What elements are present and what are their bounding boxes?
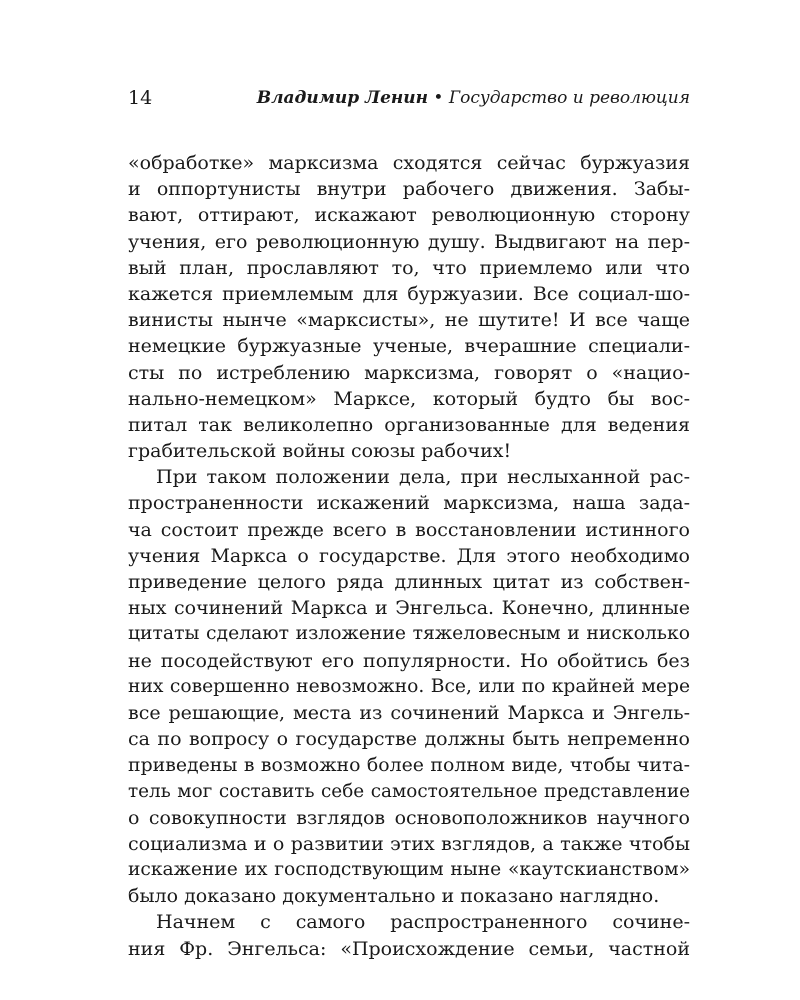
running-head: [257, 84, 690, 112]
text-line: было доказано документально и показано наглядно.: [128, 885, 660, 908]
text-line: винисты нынче «марксисты», не шутите! И все чаще: [128, 309, 690, 332]
text-line: и оппортунисты внутри рабочего движения. Забы-: [128, 178, 690, 201]
page-number: 14: [128, 87, 153, 109]
text-line: вый план, прославляют то, что приемлемо или что: [128, 256, 690, 279]
book-title: Государство и революция: [448, 88, 690, 108]
text-line: кажется приемлемым для буржуазии. Все социал-шо-: [128, 282, 690, 305]
text-line: питал так великолепно организованные для ведения: [128, 413, 690, 436]
text-line: приведены в возможно более полном виде, чтобы чита-: [128, 754, 690, 777]
text-line: сты по истреблению марксизма, говорят о «нацио-: [128, 361, 690, 384]
text-line: социализма и о развитии этих взглядов, а также чтобы: [128, 832, 690, 855]
text-line: ча состоит прежде всего в восстановлении истинного: [128, 518, 690, 541]
text-line: все решающие, места из сочинений Маркса и Энгель-: [128, 701, 690, 724]
text-line: пространенности искажений марксизма, наша зада-: [128, 492, 690, 515]
text-line: ния Фр. Энгельса: «Происхождение семьи, частной: [128, 937, 690, 960]
body-text: [128, 150, 690, 962]
text-line: грабительской войны союзы рабочих!: [128, 440, 512, 463]
text-line: учения Маркса о государстве. Для этого необходимо: [128, 544, 690, 567]
text-line: нально-немецком» Марксе, который будто бы вос-: [128, 387, 690, 410]
text-line: учения, его революционную душу. Выдвигают на пер-: [128, 230, 690, 253]
text-line: «обработке» марксизма сходятся сейчас буржуазия: [128, 152, 690, 174]
text-line: тель мог составить себе самостоятельное представление: [128, 780, 690, 802]
header-separator: •: [428, 88, 449, 108]
running-header: [128, 84, 690, 112]
paragraph-start-line: При таком положении дела, при неслыханной рас-: [156, 466, 690, 489]
text-line: не посодействуют его популярности. Но обойтись без: [128, 649, 690, 672]
text-line: са по вопросу о государстве должны быть непременно: [128, 728, 690, 751]
text-line: ных сочинений Маркса и Энгельса. Конечно, длинные: [128, 597, 690, 620]
text-line: цитаты сделают изложение тяжеловесным и нисколько: [128, 623, 690, 645]
text-line: приведение целого ряда длинных цитат из собствен-: [128, 571, 690, 593]
text-line: немецкие буржуазные ученые, вчерашние специали-: [128, 335, 690, 358]
text-line: искажение их господствующим ныне «каутскианством»: [128, 859, 690, 881]
text-line: них совершенно невозможно. Все, или по крайней мере: [128, 675, 690, 697]
paragraph-start-line: Начнем с самого распространенного сочине-: [156, 911, 690, 934]
text-line: о совокупности взглядов основоположников научного: [128, 806, 690, 829]
author-name: Владимир Ленин: [256, 88, 429, 108]
text-line: вают, оттирают, искажают революционную сторону: [128, 204, 690, 227]
